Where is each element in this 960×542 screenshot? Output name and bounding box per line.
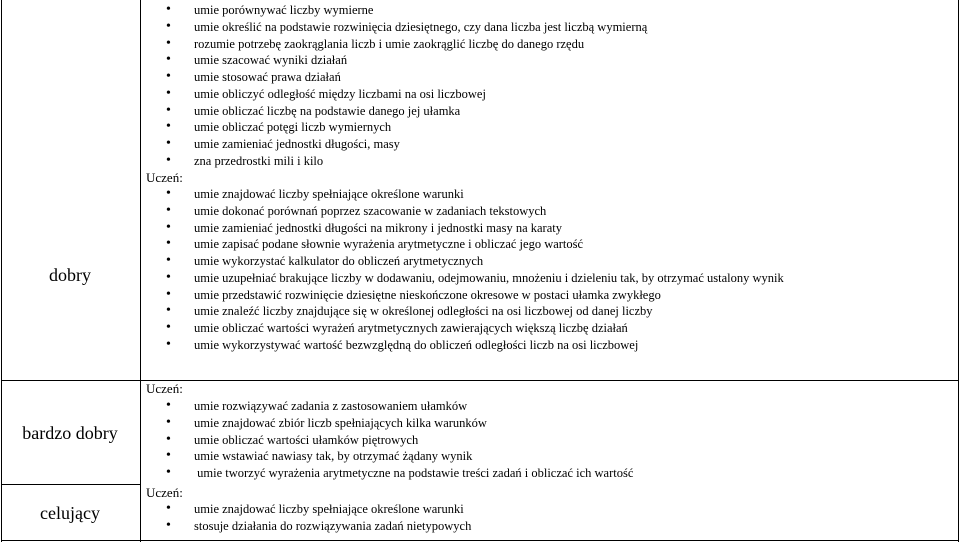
bullet-icon: • [166, 501, 171, 516]
bullet-icon: • [166, 219, 171, 235]
bullet-icon: • [166, 303, 171, 319]
list-item: • umie obliczyć odległość między liczbami na osi liczbowej [166, 85, 486, 101]
column-divider [140, 0, 141, 542]
bullet-icon: • [166, 448, 171, 464]
bullet-icon: • [166, 202, 171, 218]
list-item: • umie obliczać wartości ułamków piętrowych [166, 431, 419, 447]
bullet-icon: • [166, 69, 171, 84]
list-item: • umie określić na podstawie rozwinięcia dziesiętnego, czy dana liczba jest liczbą wymierną [166, 18, 648, 34]
bullet-icon: • [166, 152, 171, 168]
row-divider-bardzo-dobry [1, 484, 140, 485]
list-item: • umie znajdować liczby spełniające określone warunki [166, 501, 464, 516]
list-item: • umie znaleźć liczby znajdujące się w określonej odległości na osi liczbowej od danej liczby [166, 303, 653, 319]
list-item: • umie rozwiązywać zadania z zastosowaniem ułamków [166, 398, 468, 413]
grade-bardzo-dobry: bardzo dobry [22, 423, 118, 443]
uczen-label-bardzo-dobry: Uczeń: [146, 381, 183, 396]
list-item: • umie wykorzystywać wartość bezwzględną do obliczeń odległości liczb na osi liczbowej [166, 336, 639, 352]
list-item: • umie wykorzystać kalkulator do obliczeń arytmetycznych [166, 253, 484, 268]
dobry-list-bottom [166, 186, 784, 354]
list-item: • umie przedstawić rozwinięcie dziesiętne nieskończone okresowe w postaci ułamka zwykłego [166, 286, 661, 302]
list-item: • umie znajdować liczby spełniające określone warunki [166, 186, 464, 201]
list-item: • umie znajdować zbiór liczb spełniających kilka warunków [166, 414, 487, 430]
list-item: • umie obliczać potęgi liczb wymiernych [166, 119, 392, 135]
bullet-icon: • [166, 336, 171, 352]
list-item: • umie uzupełniać brakujące liczby w dodawaniu, odejmowaniu, mnożeniu i dzieleniu tak, by otrzymać ustalony wynik [166, 269, 784, 285]
bullet-icon: • [166, 102, 171, 118]
list-item: • umie zapisać podane słownie wyrażenia arytmetyczne i obliczać jego wartość [166, 236, 584, 252]
list-item: • umie obliczać wartości wyrażeń arytmetycznych zawierających większą liczbę działań [166, 320, 628, 335]
bullet-icon: • [166, 136, 171, 151]
list-item: • zna przedrostki mili i kilo [166, 152, 324, 168]
bullet-icon: • [166, 320, 171, 335]
bullet-icon: • [166, 52, 171, 68]
bullet-icon: • [166, 18, 171, 34]
table-border-right [958, 0, 959, 542]
uczen-label-dobry: Uczeń: [146, 170, 183, 185]
list-item: • umie szacować wyniki działań [166, 52, 348, 68]
list-item: • umie obliczać liczbę na podstawie danego jej ułamka [166, 102, 461, 118]
bullet-icon: • [166, 431, 171, 447]
bullet-icon: • [166, 186, 171, 201]
bullet-icon: • [166, 286, 171, 302]
row-divider-dobry [1, 380, 959, 381]
bullet-icon: • [166, 2, 171, 17]
grade-celujacy: celujący [40, 503, 100, 523]
bullet-icon: • [166, 253, 171, 268]
bullet-icon: • [166, 119, 171, 135]
bullet-icon: • [166, 517, 171, 533]
list-item: • rozumie potrzebę zaokrąglania liczb i umie zaokrąglić liczbę do danego rzędu [166, 35, 585, 51]
dobry-list-top [166, 2, 647, 170]
list-item: • umie wstawiać nawiasy tak, by otrzymać żądany wynik [166, 448, 473, 464]
list-item: • umie tworzyć wyrażenia arytmetyczne na podstawie treści zadań i obliczać ich wartość [166, 465, 634, 480]
bullet-icon: • [166, 269, 171, 285]
celujacy-list [166, 501, 471, 535]
list-item: • umie dokonać porównań poprzez szacowanie w zadaniach tekstowych [166, 202, 547, 218]
bardzo-dobry-list [166, 398, 633, 482]
grade-dobry: dobry [49, 265, 91, 285]
bullet-icon: • [166, 465, 171, 480]
bullet-icon: • [166, 35, 171, 51]
list-item: • umie zamieniać jednostki długości na mikrony i jednostki masy na karaty [166, 219, 562, 235]
bullet-icon: • [166, 414, 171, 430]
bullet-icon: • [166, 236, 171, 252]
list-item: • umie porównywać liczby wymierne [166, 2, 374, 17]
bullet-icon: • [166, 398, 171, 413]
list-item: • umie stosować prawa działań [166, 69, 341, 84]
table-border-bottom [1, 540, 959, 541]
uczen-label-celujacy: Uczeń: [146, 485, 183, 500]
list-item: • stosuje działania do rozwiązywania zadań nietypowych [166, 517, 472, 533]
bullet-icon: • [166, 85, 171, 101]
list-item: • umie zamieniać jednostki długości, masy [166, 136, 400, 151]
